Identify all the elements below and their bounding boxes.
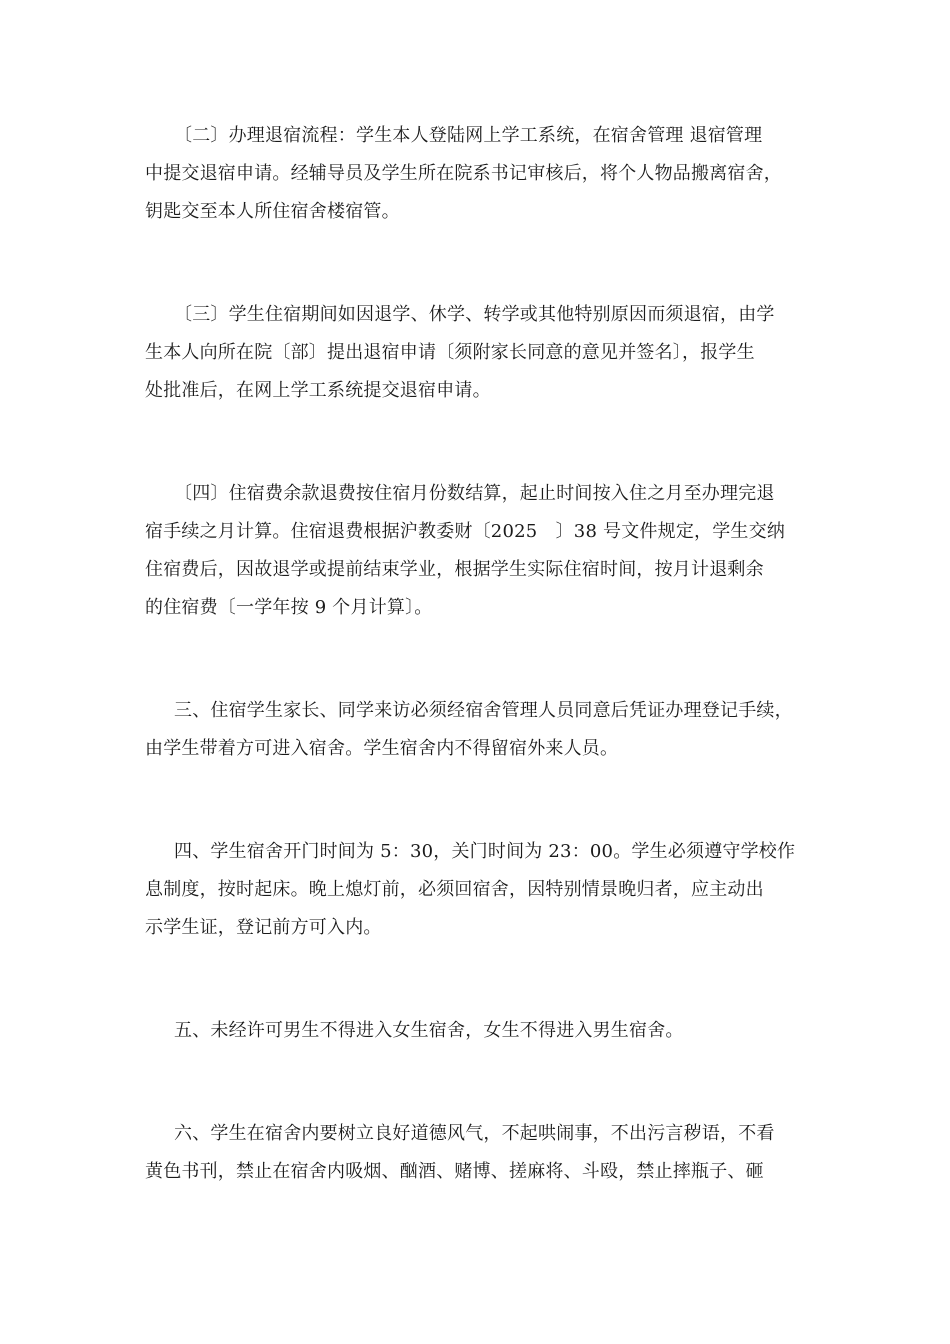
section-4-line-1: 四、学生宿舍开门时间为 5：30，关门时间为 23：00。学生必须遵守学校作 [174, 841, 796, 862]
paragraph-2-line-1: 〔二〕办理退宿流程：学生本人登陆网上学工系统，在宿舍管理 退宿管理 [174, 125, 763, 146]
section-3-line-2: 由学生带着方可进入宿舍。学生宿舍内不得留宿外来人员。 [145, 738, 619, 759]
section-6-line-1: 六、学生在宿舍内要树立良好道德风气，不起哄闹事，不出污言秽语，不看 [174, 1123, 775, 1144]
paragraph-2-line-2: 中提交退宿申请。经辅导员及学生所在院系书记审核后，将个人物品搬离宿舍， [145, 163, 782, 184]
paragraph-3-line-1: 〔三〕学生住宿期间如因退学、休学、转学或其他特别原因而须退宿，由学 [174, 304, 775, 325]
section-4-line-3: 示学生证，登记前方可入内。 [145, 917, 382, 938]
paragraph-3-line-3: 处批准后，在网上学工系统提交退宿申请。 [145, 380, 491, 401]
section-4-line-2: 息制度，按时起床。晚上熄灯前，必须回宿舍，因特别情景晚归者，应主动出 [145, 879, 764, 900]
paragraph-4-line-3: 住宿费后，因故退学或提前结束学业，根据学生实际住宿时间，按月计退剩余 [145, 559, 764, 580]
paragraph-4-line-2: 宿手续之月计算。住宿退费根据沪教委财〔2025 〕38 号文件规定，学生交纳 [145, 521, 786, 542]
paragraph-3-line-2: 生本人向所在院〔部〕提出退宿申请〔须附家长同意的意见并签名〕，报学生 [145, 342, 755, 363]
paragraph-4-line-4: 的住宿费〔一学年按 9 个月计算〕。 [145, 597, 433, 618]
paragraph-2-line-3: 钥匙交至本人所住宿舍楼宿管。 [145, 201, 400, 222]
section-6-line-2: 黄色书刊，禁止在宿舍内吸烟、酗酒、赌博、搓麻将、斗殴，禁止摔瓶子、砸 [145, 1161, 764, 1182]
section-5-line-1: 五、未经许可男生不得进入女生宿舍，女生不得进入男生宿舍。 [174, 1020, 684, 1041]
section-3-line-1: 三、住宿学生家长、同学来访必须经宿舍管理人员同意后凭证办理登记手续， [174, 700, 793, 721]
paragraph-4-line-1: 〔四〕住宿费余款退费按住宿月份数结算，起止时间按入住之月至办理完退 [174, 483, 775, 504]
